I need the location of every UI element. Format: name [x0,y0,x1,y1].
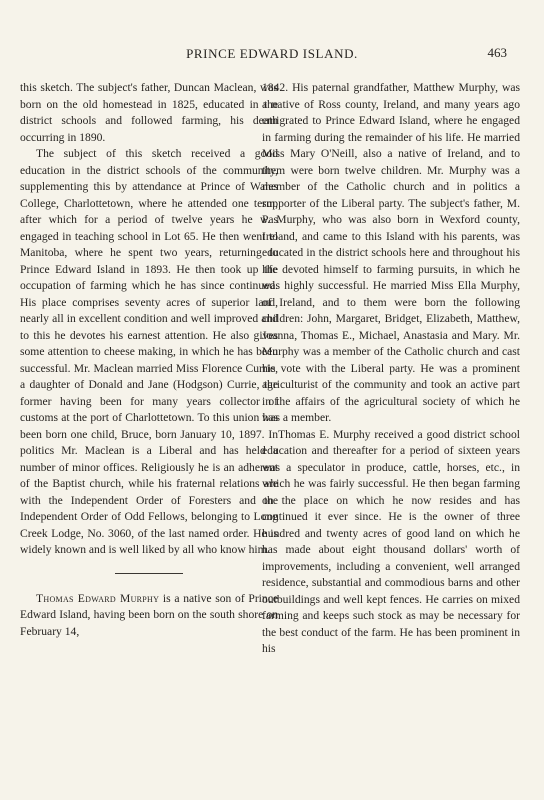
subject-name: Thomas Edward Murphy [36,591,160,605]
paragraph-murphy-family: 1842. His paternal grandfather, Matthew Murphy, was a native of Ross county, Ireland, and many years ago emigrated to Prince Edward Island, where he engaged in farming during the remainder of his life. He married Miss Mary O'Neill, also a native of Ireland, and to them were born twelve children. Mr. Murphy was a member of the Catholic church and in politics a supporter of the Liberal party. The subject's father, M. P. Murphy, who was also born in Wexford county, Ireland, and came to this Island with his parents, was educated in the district schools here and throughout his life devoted himself to farming pursuits, in which he was highly successful. He married Miss Ella Murphy, of Ireland, and to them were born the following children: John, Margaret, Bridget, Elizabeth, Matthew, Joanna, Thomas E., Michael, Anastasia and Mary. Mr. Murphy was a member of the Catholic church and cast his vote with the Liberal party. He was a prominent agriculturist of the community and took an active part in the affairs of the agricultural society of which he was a member. [262,81,520,424]
paragraph-murphy-career: Thomas E. Murphy received a good district school education and thereafter for a period of sixteen years was a speculator in produce, cattle, horses, etc., in which he was fairly successful. He then began farming on the place on which he now resides and has continued it ever since. He is the owner of three hundred and twenty acres of good land on which he has made about eight thousand dollars' worth of improvements, including a convenient, well arranged residence, substantial and commodious barns and other outbuildings and well kept fences. He carries on mixed farming and keeps such stock as may be necessary for the best conduct of the farm. He has been prominent in his [262,427,520,655]
paragraph-murphy-intro [20,591,278,641]
paragraph-maclean-father: this sketch. The subject's father, Duncan Maclean, was born on the old homestead in 1825, educated in the district schools and followed farming, his death occurring in 1890. [20,81,278,144]
page-number: 463 [487,45,507,60]
paragraph-maclean-biography: The subject of this sketch received a good education in the district schools of the community, supplementing this by attendance at Prince of Wales College, Charlottetown, where he attended one term, after which for a period of twelve years he was engaged in teaching school in Lot 65. He then went to Manitoba, where he spent two years, returning to Prince Edward Island in 1893. He then took up the occupation of farming which he has since continued. His place comprises seventy acres of superior land, nearly all in excellent condition and well improved and to this he devotes his earnest attention. He also gives some attention to cheese making, in which he has been successful. Mr. Maclean married Miss Florence Currie, a daughter of Donald and Jane (Hodgson) Currie, the former having been for many years collector of customs at the port of Charlottetown. To this union has been born one child, Bruce, born January 10, 1897. In politics Mr. Maclean is a Liberal and has held a number of minor offices. Religiously he is an adherent of the Baptist church, while his fraternal relations are with the Independent Order of Foresters and the Independent Order of Odd Fellows, belonging to Long Creek Lodge, No. 3060, of the last named order. He is widely known and is well liked by all who know him. [20,147,278,556]
paragraph-murphy-intro-text: is a native son of Prince Edward Island, having been born on the south shore on February 14, [20,591,278,638]
right-column [262,80,520,658]
left-column [20,80,278,640]
section-divider [115,573,183,574]
running-title: PRINCE EDWARD ISLAND. [186,46,358,61]
